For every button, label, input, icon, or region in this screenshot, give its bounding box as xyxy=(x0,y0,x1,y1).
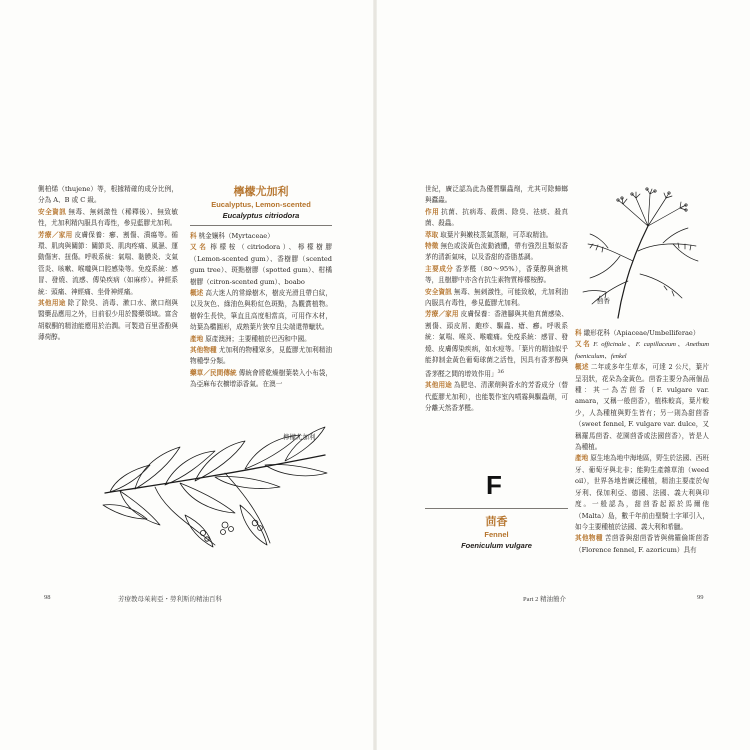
entry-text: 原產澳洲；主要種植於巴西和中國。 xyxy=(205,334,311,343)
origin-entry xyxy=(190,334,332,345)
entry-text: 無毒、無刺激性，可能致敏，尤加利油內服具有毒性，參見藍膠尤加利。 xyxy=(425,287,569,308)
entry-text: 無毒、無刺激性（稀釋後）、無致敏性，尤加利精內服具有毒性，參見藍膠尤加利。 xyxy=(38,207,178,228)
entry-text: 無色或淡黃色流動液體，帶有強烈且類似香茅的清新氣味，以及香甜的香脂基調。 xyxy=(425,242,569,262)
entry-label: 芳療／家用 xyxy=(38,230,73,239)
entry-text: 尤加利的物種眾多，見藍膠尤加利精油物種學分類。 xyxy=(190,346,333,366)
entry-label: 概述 xyxy=(575,363,589,372)
letter-f: F xyxy=(486,470,502,500)
entry-label: 芳療／家用 xyxy=(425,310,459,319)
entry-label: 其他物種 xyxy=(575,534,603,543)
safety-entry xyxy=(425,287,568,310)
entry-label: 作用 xyxy=(425,207,440,216)
family-entry xyxy=(575,328,709,339)
footnote-ref: 36 xyxy=(497,368,504,375)
left-column-1 xyxy=(38,184,178,344)
right-column-1 xyxy=(425,184,568,414)
entry-label: 產地 xyxy=(190,334,204,343)
related-species-entry xyxy=(190,345,332,368)
title-rule xyxy=(190,225,332,226)
entry-text: 除了除臭、消毒、漱口水、漱口劑與醫藥品應用之外，目前很少用於醫藥領域。富含胡椒酮的精油能應用於治潤。可製造百里香酚與薄荷醇。 xyxy=(38,299,179,342)
entry-label: 藥草／民間傳統 xyxy=(190,368,237,377)
entry-text: 檸檬桉（citriodora）、檸檬樹膠（Lemon-scented gum）、香樹膠（scented gum tree）、斑點樹膠（spotted gum）、柑橘樹膠（citron-scented gum）、boabo xyxy=(190,243,332,286)
entry-label: 其他用途 xyxy=(38,299,66,308)
description-entry xyxy=(190,288,332,334)
entry-text: F. officinale、F. capillaceum、Anethum foeniculum、fenkel xyxy=(575,341,710,360)
entry-text: 皮膚保養：癤、割傷、潰瘍等。循環、肌肉與關節：關節炎、肌肉疼痛、風濕、運動傷害、扭傷。呼吸系統：氣喘、黏膜炎、支氣管炎、咳嗽、喉嚨與口腔感染等。免疫系統：感冒、發燒、流感、傳染疾病（如麻疹）。神經系統：頭痛、神經痛、坐骨神經痛。 xyxy=(38,230,179,296)
family-entry xyxy=(190,231,332,242)
components-entry xyxy=(425,264,568,287)
title-latin: Foeniculum vulgare xyxy=(461,541,532,550)
entry-text: 傳統會將乾燥樹葉裝入小布袋，為亞麻布衣櫥增添香氣。在澳一 xyxy=(190,368,333,389)
characteristics-entry xyxy=(425,241,568,264)
entry-label: 安全資訊 xyxy=(425,287,452,296)
other-uses-entry xyxy=(425,380,568,414)
title-latin: Eucalyptus citriodora xyxy=(222,211,300,220)
entry-label: 產地 xyxy=(575,454,589,463)
section-letter xyxy=(473,470,515,500)
aromatherapy-entry xyxy=(38,230,178,298)
fennel-heading xyxy=(425,508,568,551)
monograph-title xyxy=(425,514,568,551)
title-rule xyxy=(425,508,568,509)
entry-text: 為肥皂、清潔劑與香水的芳香成分（替代藍膠尤加利），也能製作室內噴霧與驅蟲劑，可分離天然香茅醛。 xyxy=(425,381,569,412)
entry-text: 苦茴香與甜茴香皆與佛羅倫斯茴香（Florence fennel, F. azoricum）具有 xyxy=(575,534,710,554)
entry-label: 又名 xyxy=(190,243,209,252)
running-title: 芳療教母茱莉亞・勞利斯的精油百科 xyxy=(118,596,222,603)
entry-text: 取葉片與嫩枝蒸氣蒸餾，可萃取精油。 xyxy=(440,230,553,239)
entry-text: 抗菌、抗病毒、殺菌、除臭、祛痰、殺真菌、殺蟲。 xyxy=(425,207,569,228)
left-column-2 xyxy=(190,184,332,391)
entry-text: 香茅醛（80～95%），香葉醇與滄桃等，且樹膠中亦含有抗生素物質檸檬桉醇。 xyxy=(425,264,569,285)
entry-label: 安全資訊 xyxy=(38,207,67,216)
entry-label: 其他用途 xyxy=(425,381,452,390)
page-number: 98 xyxy=(44,594,51,601)
right-column-2 xyxy=(575,328,709,556)
herbal-tradition-entry xyxy=(190,368,332,391)
entry-text: 原生地為地中海地區，野生於法國、西班牙、葡萄牙與北非；能夠生產雜草油（weed oil），世界各地皆廣泛種植，精油主要產於匈牙利、保加利亞、德國、法國、義大利與印度。一般認為，甜茴香起源於馬爾他（Malta）島，數千年前由聖騎士字軍引入，如今主要種植於法國、義大利和希臘。 xyxy=(575,454,710,531)
entry-label: 主要成分 xyxy=(425,264,454,273)
running-title: Part 2 精油簡介 xyxy=(523,596,566,603)
intro-text: 世紀，廣泛認為此為優質驅蟲劑，尤其可除蟑螂與蠹蟲。 xyxy=(425,185,568,205)
title-english: Fennel xyxy=(484,530,509,539)
related-species-entry xyxy=(575,533,709,556)
aromatherapy-entry xyxy=(425,309,568,380)
entry-text: 皮膚保養：香港腳與其他真菌感染、割傷、頭皮屑、皰疹、驅蟲、瘡、癤。呼吸系統：氣喘、喉炎、喉嚨痛。免疫系統：感冒、發燒、皮膚傳染疾病，如水痘等。「葉片的精油似乎能抑制金黃色葡萄球菌之活性，因具有香茅醇與香茅醛之間的增效作用」 xyxy=(425,310,569,378)
other-uses-entry xyxy=(38,298,178,344)
entry-text: 高大迷人的常綠樹木，樹皮光滑且帶白紋，以及灰色、綠油色與粉紅色斑點，為觀賞植物。樹幹生長快，筆直且高度相當高，可用作木材，幼葉為橢圓形，成熟葉片狹窄且尖端還帶蠟狀。 xyxy=(190,289,333,332)
title-chinese: 茴香 xyxy=(485,515,508,528)
safety-entry xyxy=(38,207,178,230)
right-page xyxy=(375,0,750,750)
extraction-entry xyxy=(425,230,568,241)
title-chinese: 檸檬尤加利 xyxy=(233,185,289,198)
entry-label: 科 xyxy=(575,329,582,337)
entry-text: 桃金孃科（Myrtaceae） xyxy=(198,232,274,240)
alias-entry xyxy=(575,339,709,362)
illustration-caption: 茴香 xyxy=(597,297,610,305)
origin-entry xyxy=(575,453,709,533)
monograph-title xyxy=(190,184,332,221)
illustration-caption: 檸檬尤加利 xyxy=(283,433,316,441)
entry-label: 其他物種 xyxy=(190,346,217,355)
entry-label: 特徵 xyxy=(425,242,439,251)
title-english: Eucalyptus, Lemon-scented xyxy=(211,200,311,209)
entry-label: 萃取 xyxy=(425,230,439,239)
description-entry xyxy=(575,362,709,453)
entry-label: 概述 xyxy=(190,289,204,298)
action-entry xyxy=(425,207,568,230)
entry-label: 科 xyxy=(190,232,197,240)
page-number: 99 xyxy=(697,594,704,601)
entry-text: 二年或多年生草本，可達 2 公尺，葉片呈羽狀，花朵為金黃色。茴香主要分為兩個品種：其一為苦茴香（F. vulgare var. amara，又稱一般茴香），植株較高，葉片較少，人為種植與野生皆有；另一則為甜茴香（sweet fennel, F. vulgare var. dulce，又稱羅馬茴香、花園茴香或法國茴香），皆是人為種植。 xyxy=(575,363,710,452)
alias-entry xyxy=(190,242,332,288)
entry-text: 繖形花科（Apiaceae/Umbelliferae） xyxy=(583,329,700,337)
intro-text: 側柏烯（thujene）等，根據精確的成分比例，分為 A、B 或 C 級。 xyxy=(38,185,178,205)
entry-label: 又名 xyxy=(575,340,592,349)
